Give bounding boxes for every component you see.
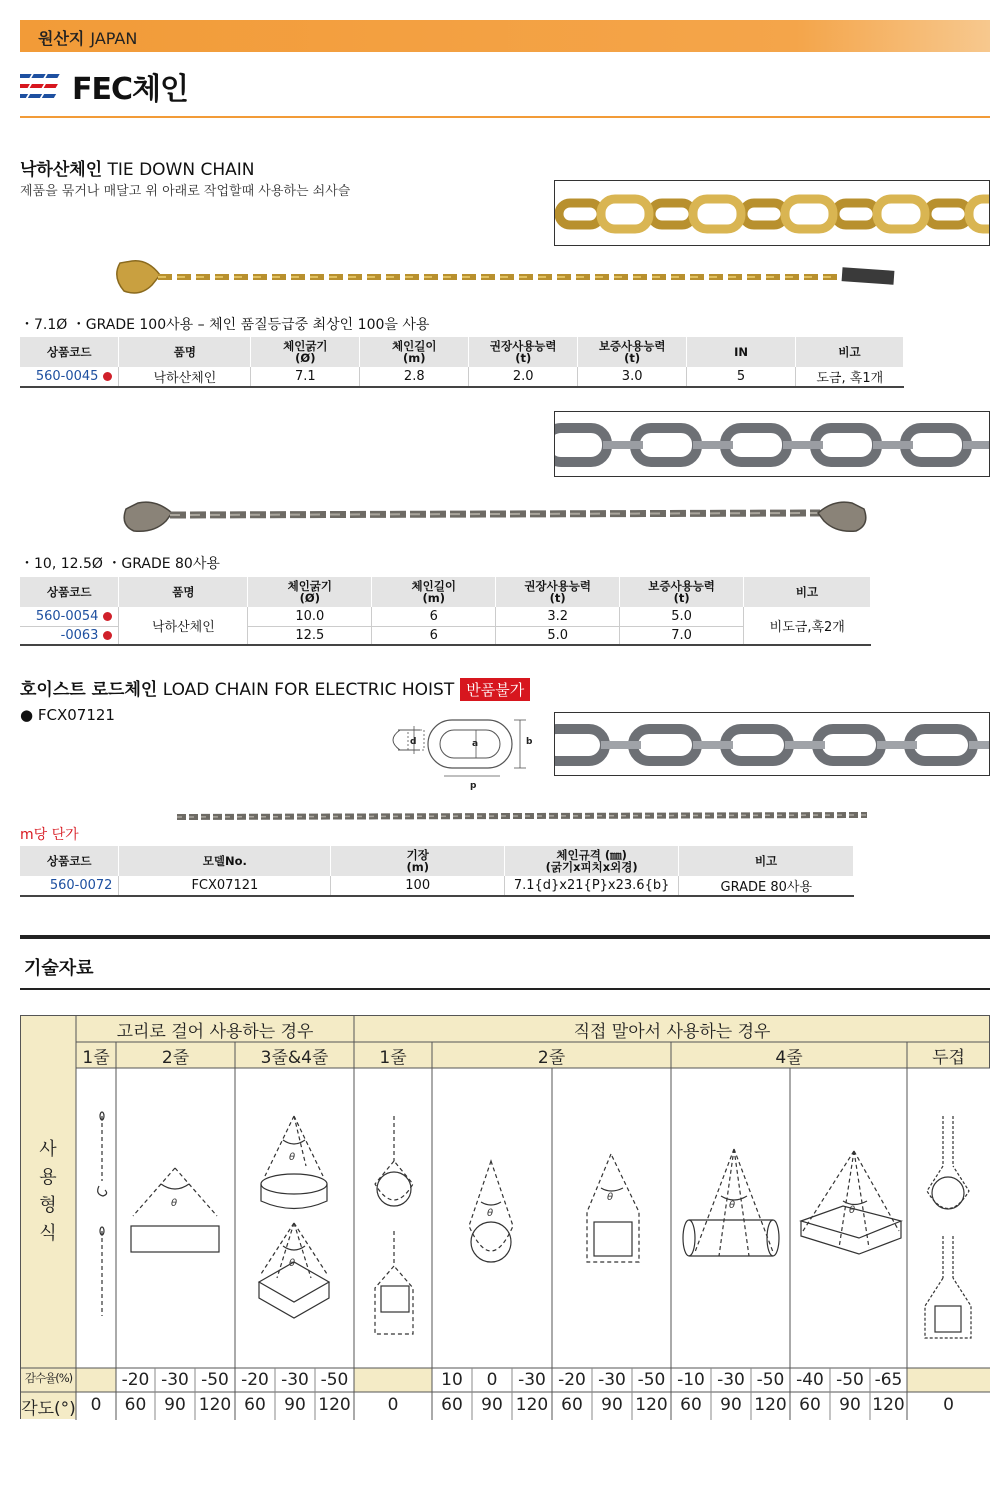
reduction-value: 0 (486, 1370, 498, 1390)
reduction-value: -30 (717, 1370, 745, 1390)
col-header: 권장사용능력 (t) (469, 337, 578, 367)
angle-value: 60 (441, 1395, 463, 1415)
header-divider (20, 116, 990, 118)
col-header: 체인규격 (㎜) (굵기x피치x외경) (505, 846, 679, 876)
diameter-cell: 12.5 (248, 626, 372, 645)
brand-name: FEC체인 (72, 72, 188, 107)
tech-sub-header: 1줄 (379, 1048, 407, 1068)
col-header: 체인길이 (m) (372, 577, 496, 607)
angle-value: 120 (754, 1395, 787, 1415)
tech-table (20, 1015, 990, 1419)
reduction-value: -50 (637, 1370, 666, 1390)
origin-bar (20, 20, 990, 52)
col-header: 모델No. (119, 846, 331, 876)
diameter-cell: 7.1 (251, 367, 360, 387)
reduction-label: 감수율(%) (24, 1371, 73, 1385)
angle-value: 60 (244, 1395, 266, 1415)
length-cell: 100 (331, 876, 505, 896)
tiedown-title-en: TIE DOWN CHAIN (107, 160, 255, 180)
angle-value: 120 (872, 1395, 905, 1415)
dim-label-d: d (410, 737, 417, 747)
col-header: 체인굵기 (Ø) (251, 337, 360, 367)
tech-title: 기술자료 (24, 958, 94, 979)
tech-group-hook: 고리로 걸어 사용하는 경우 (116, 1022, 314, 1042)
tech-divider-bottom (20, 988, 990, 990)
usage-type-label: 사용형식 (39, 1139, 57, 1244)
steel-chain-closeup-image (554, 411, 990, 477)
col-header: 상품코드 (20, 337, 119, 367)
tiedown-note-1: ・7.1Ø ・GRADE 100사용 – 체인 품질등급중 최상인 100을 사용 (20, 317, 430, 333)
hoist-chain-closeup-image (554, 712, 990, 776)
tech-sub-header: 2줄 (161, 1048, 190, 1068)
reduction-value: -30 (161, 1370, 189, 1390)
recommended-load-cell: 2.0 (469, 367, 578, 387)
col-header: 보증사용능력 (t) (578, 337, 687, 367)
reduction-value: -20 (121, 1370, 150, 1390)
col-header: 체인길이 (m) (360, 337, 469, 367)
table-row (20, 607, 871, 626)
tech-divider-top (20, 935, 990, 939)
col-header: IN (687, 337, 796, 367)
remark-cell: 도금, 혹1개 (796, 367, 904, 387)
tech-sub-header: 3줄&4줄 (260, 1048, 329, 1068)
tech-grid (21, 1016, 991, 1420)
col-header: 비고 (679, 846, 854, 876)
dim-label-b: b (526, 737, 533, 747)
product-code-link[interactable]: 560-0045 (35, 369, 99, 384)
angle-value: 60 (561, 1395, 583, 1415)
tiedown-table-2 (20, 577, 871, 646)
reduction-value: -40 (796, 1370, 824, 1390)
angle-value: 90 (601, 1395, 623, 1415)
in-cell: 5 (687, 367, 796, 387)
angle-value: 90 (284, 1395, 306, 1415)
product-name-cell: 낙하산체인 (119, 607, 248, 645)
product-code-link[interactable]: -0063 (60, 627, 99, 643)
dim-label-a: a (472, 739, 479, 749)
gold-chain-closeup-image (554, 180, 990, 246)
recommended-load-cell: 5.0 (496, 626, 620, 645)
col-header: 권장사용능력 (t) (496, 577, 620, 607)
theta-label: θ (289, 1152, 296, 1163)
angle-value: 90 (720, 1395, 742, 1415)
tech-group-wrap: 직접 말아서 사용하는 경우 (573, 1022, 771, 1042)
table-header-row (20, 846, 854, 876)
origin-value: JAPAN (90, 29, 138, 48)
reduction-value: -30 (281, 1370, 309, 1390)
tiedown-description: 제품을 묶거나 매달고 위 아래로 작업할때 사용하는 쇠사슬 (20, 184, 351, 199)
red-dot-icon (103, 612, 112, 621)
tech-sub-header: 두겹 (932, 1048, 965, 1068)
table-header-row (20, 577, 871, 607)
reduction-value: -20 (241, 1370, 269, 1390)
tech-sub-header: 1줄 (82, 1048, 110, 1068)
angle-value: 120 (635, 1395, 668, 1415)
theta-label: θ (849, 1205, 856, 1216)
angle-value: 120 (515, 1395, 549, 1415)
table-header-row (20, 337, 904, 367)
reduction-value: -10 (677, 1370, 705, 1390)
model-cell: FCX07121 (119, 876, 331, 896)
red-dot-icon (103, 372, 112, 381)
tiedown-title (20, 155, 255, 180)
reduction-value: -30 (598, 1370, 626, 1390)
hoist-table (20, 846, 854, 897)
reduction-value: -65 (874, 1370, 903, 1390)
reduction-value: -50 (320, 1370, 349, 1390)
col-header: 상품코드 (20, 846, 119, 876)
angle-value: 0 (943, 1395, 954, 1415)
angle-value: 120 (318, 1395, 351, 1415)
reduction-value: -30 (518, 1370, 546, 1390)
tech-sub-header: 2줄 (537, 1048, 566, 1068)
angle-value: 0 (90, 1395, 102, 1415)
angle-label: 각도(°) (21, 1399, 76, 1419)
brand-logo-icon (20, 70, 62, 102)
col-header: 보증사용능력 (t) (620, 577, 744, 607)
product-code-link[interactable]: 560-0054 (35, 608, 99, 624)
angle-value: 60 (124, 1395, 147, 1415)
guaranteed-load-cell: 7.0 (620, 626, 744, 645)
gold-chain-full-image (110, 255, 900, 300)
col-header: 상품코드 (20, 577, 119, 607)
theta-label: θ (289, 1258, 296, 1269)
tiedown-table-1 (20, 337, 904, 388)
theta-label: θ (487, 1208, 494, 1219)
steel-chain-full-image (120, 495, 870, 540)
angle-value: 120 (198, 1395, 232, 1415)
col-header: 기장 (m) (331, 846, 505, 876)
angle-value: 90 (839, 1395, 861, 1415)
length-cell: 2.8 (360, 367, 469, 387)
chain-dimension-diagram (380, 712, 540, 792)
col-header: 품명 (119, 577, 248, 607)
unit-price-label: m당 단가 (20, 827, 79, 843)
angle-value: 60 (680, 1395, 702, 1415)
hoist-title (20, 675, 530, 701)
product-code-link[interactable]: 560-0072 (49, 878, 113, 893)
angle-value: 90 (481, 1395, 503, 1415)
theta-label: θ (729, 1200, 736, 1211)
product-code-cell[interactable] (20, 876, 119, 896)
tiedown-note-2: ・10, 12.5Ø ・GRADE 80사용 (20, 556, 220, 572)
guaranteed-load-cell: 5.0 (620, 607, 744, 626)
product-code-cell[interactable] (20, 607, 119, 626)
reduction-value: -50 (836, 1370, 864, 1390)
brand-header (20, 66, 188, 106)
spec-cell: 7.1{d}x21{P}x23.6{b} (505, 876, 679, 896)
recommended-load-cell: 3.2 (496, 607, 620, 626)
hoist-title-en: LOAD CHAIN FOR ELECTRIC HOIST (162, 680, 455, 700)
guaranteed-load-cell: 3.0 (578, 367, 687, 387)
reduction-value: -50 (756, 1370, 785, 1390)
length-cell: 6 (372, 607, 496, 626)
no-return-badge: 반품불가 (460, 678, 530, 701)
product-code-cell[interactable] (20, 367, 119, 387)
product-name-cell: 낙하산체인 (119, 367, 251, 387)
remark-cell: 비도금,혹2개 (744, 607, 871, 645)
diameter-cell: 10.0 (248, 607, 372, 626)
tiedown-title-ko: 낙하산체인 (20, 160, 103, 180)
hoist-title-ko: 호이스트 로드체인 (20, 680, 158, 700)
tech-sub-header: 4줄 (775, 1048, 803, 1068)
remark-cell: GRADE 80사용 (679, 876, 854, 896)
table-row (20, 876, 854, 896)
col-header: 비고 (796, 337, 904, 367)
hoist-model-bullet: ● FCX07121 (20, 706, 115, 724)
angle-value: 90 (164, 1395, 186, 1415)
red-dot-icon (103, 631, 112, 640)
col-header: 품명 (119, 337, 251, 367)
reduction-value: -20 (558, 1370, 586, 1390)
col-header: 비고 (744, 577, 871, 607)
theta-label: θ (607, 1192, 614, 1203)
length-cell: 6 (372, 626, 496, 645)
product-code-cell[interactable] (20, 626, 119, 645)
origin-label: 원산지 (38, 29, 85, 48)
theta-label: θ (171, 1198, 178, 1209)
reduction-value: 10 (441, 1370, 463, 1390)
reduction-value: -50 (201, 1370, 229, 1390)
hoist-chain-full-image (175, 808, 875, 824)
angle-value: 60 (799, 1395, 821, 1415)
angle-value: 0 (387, 1395, 399, 1415)
dim-label-p: p (470, 781, 477, 791)
col-header: 체인굵기 (Ø) (248, 577, 372, 607)
table-row (20, 367, 904, 387)
